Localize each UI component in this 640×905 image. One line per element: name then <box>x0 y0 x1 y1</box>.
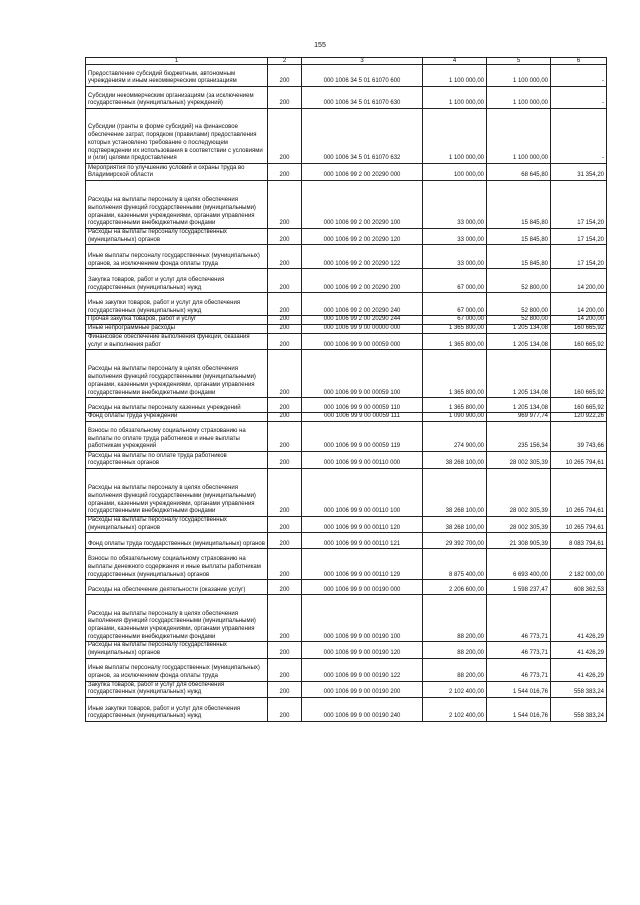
table-row <box>86 325 607 334</box>
row-code: 200 <box>268 413 302 422</box>
row-code: 200 <box>268 595 302 642</box>
row-code: 200 <box>268 164 302 181</box>
row-executed-amount: 52 800,00 <box>487 269 551 293</box>
row-remaining-amount: - <box>551 87 607 109</box>
table-row <box>86 65 607 87</box>
row-executed-amount: 15 845,80 <box>487 181 551 229</box>
row-executed-amount: 1 205 134,08 <box>487 398 551 413</box>
row-classification-code: 000 1006 99 2 00 20290 122 <box>302 245 423 269</box>
row-code: 200 <box>268 245 302 269</box>
row-remaining-amount: 2 182 000,00 <box>551 549 607 580</box>
row-name: Расходы на выплаты персоналу в целях обеспечения выполнения функций государственными (муниципальными) органами, казенными учреждениями, органами управления государственными внебюджетными фондами <box>86 595 268 642</box>
row-approved-amount: 33 000,00 <box>423 245 487 269</box>
row-approved-amount: 29 392 700,00 <box>423 533 487 549</box>
row-approved-amount: 1 100 000,00 <box>423 65 487 87</box>
row-name: Предоставление субсидий бюджетным, автономным учреждениям и иным некоммерческим организациям <box>86 65 268 87</box>
table-row <box>86 316 607 325</box>
row-classification-code: 000 1006 99 9 00 00059 111 <box>302 413 423 422</box>
row-approved-amount: 1 365 800,00 <box>423 350 487 398</box>
row-code: 200 <box>268 658 302 681</box>
row-code: 200 <box>268 398 302 413</box>
row-executed-amount: 1 205 134,08 <box>487 333 551 349</box>
row-code: 200 <box>268 698 302 722</box>
table-row <box>86 595 607 642</box>
table-row <box>86 681 607 697</box>
row-name: Расходы на выплаты персоналу государственных (муниципальных) органов <box>86 229 268 245</box>
row-code: 200 <box>268 642 302 658</box>
row-remaining-amount: 39 743,66 <box>551 421 607 451</box>
row-name: Субсидии некоммерческим организациям (за исключением государственных (муниципальных) учреждений) <box>86 87 268 109</box>
row-classification-code: 000 1006 99 2 00 20290 244 <box>302 316 423 325</box>
row-classification-code: 000 1006 99 9 00 00190 240 <box>302 698 423 722</box>
row-executed-amount: 28 002 305,39 <box>487 451 551 468</box>
table-row <box>86 516 607 532</box>
row-code: 200 <box>268 549 302 580</box>
row-code: 200 <box>268 269 302 293</box>
row-classification-code: 000 1006 99 2 00 20290 000 <box>302 164 423 181</box>
row-classification-code: 000 1006 99 9 00 00190 100 <box>302 595 423 642</box>
row-executed-amount: 1 544 016,76 <box>487 681 551 697</box>
row-code: 200 <box>268 468 302 516</box>
table-row <box>86 350 607 398</box>
row-remaining-amount: 608 362,53 <box>551 580 607 595</box>
row-name: Закупка товаров, работ и услуг для обеспечения государственных (муниципальных) нужд <box>86 269 268 293</box>
row-name: Иные выплаты персоналу государственных (муниципальных) органов, за исключением фонда оплаты труда <box>86 658 268 681</box>
table-row <box>86 181 607 229</box>
row-name: Расходы на обеспечение деятельности (оказание услуг) <box>86 580 268 595</box>
table-row <box>86 549 607 580</box>
row-name: Прочая закупка товаров, работ и услуг <box>86 316 268 325</box>
row-approved-amount: 38 268 100,00 <box>423 468 487 516</box>
row-approved-amount: 1 100 000,00 <box>423 109 487 164</box>
row-approved-amount: 8 875 400,00 <box>423 549 487 580</box>
row-executed-amount: 969 977,74 <box>487 413 551 422</box>
row-code: 200 <box>268 681 302 697</box>
row-remaining-amount: 120 922,26 <box>551 413 607 422</box>
row-classification-code: 000 1006 99 9 00 00190 122 <box>302 658 423 681</box>
row-executed-amount: 1 205 134,08 <box>487 325 551 334</box>
row-approved-amount: 33 000,00 <box>423 229 487 245</box>
row-remaining-amount: 41 426,29 <box>551 658 607 681</box>
row-name: Расходы на выплаты по оплате труда работников государственных органов <box>86 451 268 468</box>
row-classification-code: 000 1006 99 9 00 00059 000 <box>302 333 423 349</box>
table-row <box>86 293 607 316</box>
row-executed-amount: 46 773,71 <box>487 595 551 642</box>
row-name: Взносы по обязательному социальному страхованию на выплаты по оплате труда работников и иные выплаты работникам учреждений <box>86 421 268 451</box>
row-name: Иные закупки товаров, работ и услуг для обеспечения государственных (муниципальных) нужд <box>86 698 268 722</box>
row-classification-code: 000 1006 99 9 00 00190 120 <box>302 642 423 658</box>
row-remaining-amount: 160 665,92 <box>551 350 607 398</box>
row-name: Иные непрограммные расходы <box>86 325 268 334</box>
row-remaining-amount: 160 665,92 <box>551 333 607 349</box>
row-name: Мероприятия по улучшению условий и охраны труда во Владимирской области <box>86 164 268 181</box>
row-code: 200 <box>268 87 302 109</box>
row-classification-code: 000 1006 99 2 00 20290 200 <box>302 269 423 293</box>
row-code: 200 <box>268 181 302 229</box>
row-classification-code: 000 1006 99 2 00 20290 100 <box>302 181 423 229</box>
row-code: 200 <box>268 451 302 468</box>
row-code: 200 <box>268 316 302 325</box>
row-approved-amount: 67 000,00 <box>423 293 487 316</box>
row-name: Расходы на выплаты персоналу государственных (муниципальных) органов <box>86 642 268 658</box>
row-name: Финансовое обеспечение выполнения функций, оказания услуг и выполнения работ <box>86 333 268 349</box>
row-name: Субсидии (гранты в форме субсидий) на финансовое обеспечение затрат, порядком (правилами) предоставления которых установлено требование о последующем подтверждении их использования в соответствии с условиями и (или) целями предоставления <box>86 109 268 164</box>
row-executed-amount: 28 002 305,39 <box>487 516 551 532</box>
budget-execution-table <box>85 57 607 722</box>
row-approved-amount: 2 206 600,00 <box>423 580 487 595</box>
row-executed-amount: 1 544 016,76 <box>487 698 551 722</box>
row-code: 200 <box>268 325 302 334</box>
row-approved-amount: 1 365 800,00 <box>423 398 487 413</box>
row-remaining-amount: 8 083 794,61 <box>551 533 607 549</box>
row-approved-amount: 1 365 800,00 <box>423 325 487 334</box>
row-name: Фонд оплаты труда государственных (муниципальных) органов <box>86 533 268 549</box>
row-executed-amount: 15 845,80 <box>487 229 551 245</box>
row-name: Расходы на выплаты персоналу казенных учреждений <box>86 398 268 413</box>
row-classification-code: 000 1006 99 9 00 00190 200 <box>302 681 423 697</box>
column-header: 3 <box>302 58 423 65</box>
row-remaining-amount: 17 154,20 <box>551 181 607 229</box>
column-number-row <box>86 58 607 65</box>
column-header: 1 <box>86 58 268 65</box>
table-row <box>86 109 607 164</box>
row-name: Расходы на выплаты персоналу в целях обеспечения выполнения функций государственными (муниципальными) органами, казенными учреждениями, органами управления государственными внебюджетными фондами <box>86 350 268 398</box>
table-row <box>86 421 607 451</box>
row-remaining-amount: 41 426,29 <box>551 595 607 642</box>
row-remaining-amount: 558 383,24 <box>551 681 607 697</box>
row-name: Иные закупки товаров, работ и услуг для обеспечения государственных (муниципальных) нужд <box>86 293 268 316</box>
row-executed-amount: 52 800,00 <box>487 316 551 325</box>
row-remaining-amount: - <box>551 109 607 164</box>
table-row <box>86 269 607 293</box>
row-name: Взносы по обязательному социальному страхованию на выплаты денежного содержания и иные выплаты работникам государственных (муниципальных) органов <box>86 549 268 580</box>
table-row <box>86 245 607 269</box>
row-name: Расходы на выплаты персоналу в целях обеспечения выполнения функций государственными (муниципальными) органами, казенными учреждениями, органами управления государственными внебюджетными фондами <box>86 468 268 516</box>
row-code: 200 <box>268 229 302 245</box>
row-classification-code: 000 1006 99 9 00 00059 110 <box>302 398 423 413</box>
table-row <box>86 658 607 681</box>
row-remaining-amount: 10 265 794,61 <box>551 516 607 532</box>
row-approved-amount: 38 268 100,00 <box>423 516 487 532</box>
column-header: 4 <box>423 58 487 65</box>
row-executed-amount: 15 845,80 <box>487 245 551 269</box>
row-remaining-amount: 17 154,20 <box>551 229 607 245</box>
row-code: 200 <box>268 109 302 164</box>
table-row <box>86 451 607 468</box>
table-row <box>86 333 607 349</box>
row-executed-amount: 46 773,71 <box>487 642 551 658</box>
row-approved-amount: 33 000,00 <box>423 181 487 229</box>
row-remaining-amount: 14 200,00 <box>551 316 607 325</box>
row-approved-amount: 274 900,00 <box>423 421 487 451</box>
table-row <box>86 229 607 245</box>
row-remaining-amount: 558 383,24 <box>551 698 607 722</box>
row-remaining-amount: 10 265 794,61 <box>551 468 607 516</box>
row-approved-amount: 38 268 100,00 <box>423 451 487 468</box>
row-approved-amount: 88 200,00 <box>423 595 487 642</box>
table-row <box>86 87 607 109</box>
row-executed-amount: 1 100 000,00 <box>487 87 551 109</box>
table-row <box>86 398 607 413</box>
row-approved-amount: 100 000,00 <box>423 164 487 181</box>
row-executed-amount: 46 773,71 <box>487 658 551 681</box>
row-executed-amount: 52 800,00 <box>487 293 551 316</box>
row-classification-code: 000 1006 99 9 00 00190 000 <box>302 580 423 595</box>
row-remaining-amount: 31 354,20 <box>551 164 607 181</box>
row-code: 200 <box>268 533 302 549</box>
row-executed-amount: 1 598 237,47 <box>487 580 551 595</box>
row-approved-amount: 2 102 400,00 <box>423 698 487 722</box>
row-classification-code: 000 1006 34 5 01 61070 630 <box>302 87 423 109</box>
row-remaining-amount: 41 426,29 <box>551 642 607 658</box>
column-header: 6 <box>551 58 607 65</box>
row-remaining-amount: 14 200,00 <box>551 293 607 316</box>
row-remaining-amount: - <box>551 65 607 87</box>
row-approved-amount: 1 365 800,00 <box>423 333 487 349</box>
column-header: 2 <box>268 58 302 65</box>
table-row <box>86 413 607 422</box>
row-approved-amount: 88 200,00 <box>423 642 487 658</box>
row-executed-amount: 1 205 134,08 <box>487 350 551 398</box>
row-executed-amount: 68 645,80 <box>487 164 551 181</box>
row-approved-amount: 2 102 400,00 <box>423 681 487 697</box>
row-classification-code: 000 1006 34 5 01 61070 632 <box>302 109 423 164</box>
row-classification-code: 000 1006 34 5 01 61070 600 <box>302 65 423 87</box>
row-classification-code: 000 1006 99 9 00 00110 100 <box>302 468 423 516</box>
row-code: 200 <box>268 580 302 595</box>
row-executed-amount: 1 100 000,00 <box>487 65 551 87</box>
table-row <box>86 468 607 516</box>
row-classification-code: 000 1006 99 9 00 00000 000 <box>302 325 423 334</box>
row-classification-code: 000 1006 99 2 00 20290 240 <box>302 293 423 316</box>
row-approved-amount: 1 100 000,00 <box>423 87 487 109</box>
row-approved-amount: 1 090 900,00 <box>423 413 487 422</box>
row-remaining-amount: 160 665,92 <box>551 325 607 334</box>
row-classification-code: 000 1006 99 9 00 00059 119 <box>302 421 423 451</box>
row-remaining-amount: 160 665,92 <box>551 398 607 413</box>
row-executed-amount: 235 156,34 <box>487 421 551 451</box>
row-name: Закупка товаров, работ и услуг для обеспечения государственных (муниципальных) нужд <box>86 681 268 697</box>
table-row <box>86 580 607 595</box>
row-code: 200 <box>268 333 302 349</box>
row-classification-code: 000 1006 99 9 00 00110 121 <box>302 533 423 549</box>
page-number: 155 <box>314 42 326 49</box>
row-classification-code: 000 1006 99 9 00 00059 100 <box>302 350 423 398</box>
row-code: 200 <box>268 516 302 532</box>
row-executed-amount: 28 002 305,39 <box>487 468 551 516</box>
row-name: Фонд оплаты труда учреждений <box>86 413 268 422</box>
row-classification-code: 000 1006 99 9 00 00110 129 <box>302 549 423 580</box>
row-code: 200 <box>268 65 302 87</box>
row-name: Расходы на выплаты персоналу государственных (муниципальных) органов <box>86 516 268 532</box>
row-remaining-amount: 17 154,20 <box>551 245 607 269</box>
row-remaining-amount: 14 200,00 <box>551 269 607 293</box>
row-approved-amount: 88 200,00 <box>423 658 487 681</box>
table-row <box>86 533 607 549</box>
row-approved-amount: 67 000,00 <box>423 269 487 293</box>
row-remaining-amount: 10 265 794,61 <box>551 451 607 468</box>
column-header: 5 <box>487 58 551 65</box>
row-approved-amount: 67 000,00 <box>423 316 487 325</box>
row-name: Иные выплаты персоналу государственных (муниципальных) органов, за исключением фонда оплаты труда <box>86 245 268 269</box>
row-code: 200 <box>268 421 302 451</box>
table-row <box>86 642 607 658</box>
row-classification-code: 000 1006 99 9 00 00110 120 <box>302 516 423 532</box>
row-code: 200 <box>268 350 302 398</box>
row-executed-amount: 6 693 400,00 <box>487 549 551 580</box>
table-row <box>86 698 607 722</box>
table-row <box>86 164 607 181</box>
row-classification-code: 000 1006 99 2 00 20290 120 <box>302 229 423 245</box>
row-classification-code: 000 1006 99 9 00 00110 000 <box>302 451 423 468</box>
row-executed-amount: 1 100 000,00 <box>487 109 551 164</box>
row-executed-amount: 21 308 905,39 <box>487 533 551 549</box>
row-code: 200 <box>268 293 302 316</box>
row-name: Расходы на выплаты персоналу в целях обеспечения выполнения функций государственными (муниципальными) органами, казенными учреждениями, органами управления государственными внебюджетными фондами <box>86 181 268 229</box>
